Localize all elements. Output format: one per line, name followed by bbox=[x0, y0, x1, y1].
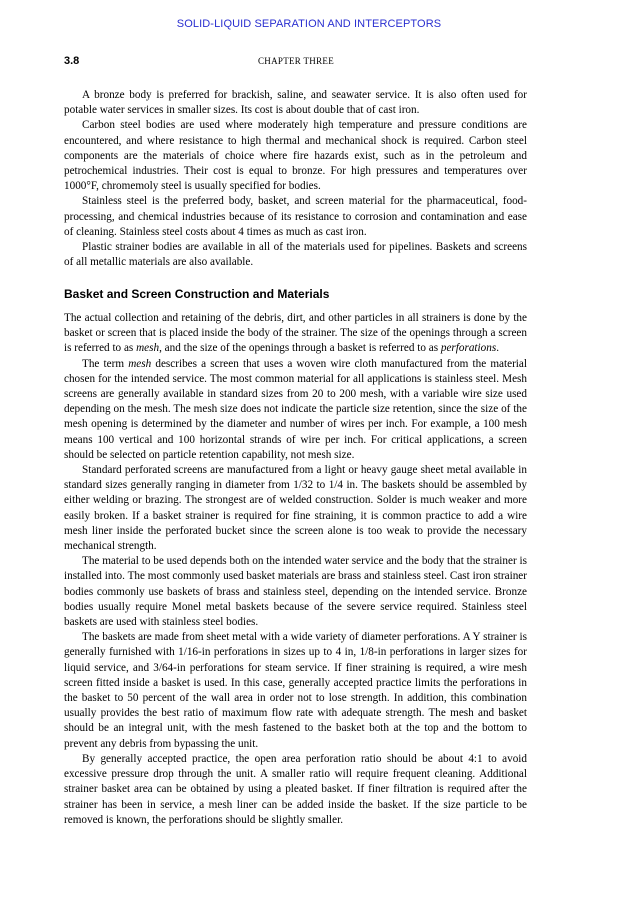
section-text bbox=[64, 311, 527, 828]
running-head: SOLID-LIQUID SEPARATION AND INTERCEPTORS bbox=[176, 18, 442, 30]
paragraph bbox=[64, 357, 527, 463]
intro-text bbox=[64, 88, 527, 270]
chapter-title: CHAPTER THREE bbox=[258, 56, 334, 66]
italic-term: mesh bbox=[128, 357, 152, 370]
paragraph: Stainless steel is the preferred body, basket, and screen material for the pharmaceutical, food-processing, and chemical industries because of its resistance to corrosion and contamination and ease of cleaning. Stainless steel costs about 4 times as much as cast iron. bbox=[64, 195, 527, 238]
paragraph: The material to be used depends both on the intended water service and the body that the strainer is installed into. The most commonly used basket materials are brass and stainless steel. Cast iron strainer bodies commonly use baskets of brass and stainless steel, depending on the intended service. Bronze bodies usually require Monel metal baskets because of the severe service required. Stainless steel baskets are used with stainless steel bodies. bbox=[64, 555, 527, 629]
paragraph: A bronze body is preferred for brackish, saline, and seawater service. It is also often used for potable water services in smaller sizes. Its cost is about double that of cast iron. bbox=[64, 89, 527, 117]
paragraph: By generally accepted practice, the open area perforation ratio should be about 4:1 to avoid excessive pressure drop through the unit. A smaller ratio will require frequent cleaning. Additional strainer basket area can be obtained by using a pleated basket. If finer filtration is required after the strainer has been in service, a mesh liner can be added inside the basket. If the size particle to be removed is known, the perforations should be slightly smaller. bbox=[64, 752, 527, 826]
text-run: , and the size of the openings through a basket is referred to as bbox=[159, 342, 441, 355]
paragraph: Plastic strainer bodies are available in all of the materials used for pipelines. Baskets and screens of all metallic materials are also available. bbox=[64, 241, 527, 269]
italic-term: mesh bbox=[136, 342, 160, 355]
paragraph: Carbon steel bodies are used where moderately high temperature and pressure conditions are encountered, and where resistance to high thermal and mechanical shock is required. Carbon steel components are the materials of choice where fire hazards exist, such as in the petroleum and petrochemical industries. Their cost is equal to bronze. For high pressures and temperatures over 1000°F, chromemoly steel is usually specified for bodies. bbox=[64, 119, 527, 193]
paragraph: Standard perforated screens are manufactured from a light or heavy gauge sheet metal available in standard sizes generally ranging in diameter from 1/32 to 1/4 in. The baskets should be assembled by either welding or brazing. The strongest are of welded construction. Solder is much weaker and more easily broken. If a basket strainer is required for fine straining, it is common practice to add a wire mesh liner inside the perforated bucket since the screen alone is too weak to provide the necessary mechanical strength. bbox=[64, 464, 527, 553]
text-run: The term bbox=[82, 357, 129, 370]
paragraph bbox=[64, 311, 527, 357]
text-run: . bbox=[496, 342, 499, 355]
italic-term: perforations bbox=[440, 342, 497, 355]
section-heading: Basket and Screen Construction and Materials bbox=[64, 287, 330, 301]
text-run: The actual collection and retaining of the debris, dirt, and other particles in all strainers is done by the basket or screen that is placed inside the body of the strainer. The size of the openings through a screen is referred to as bbox=[64, 312, 527, 355]
paragraph: The baskets are made from sheet metal with a wide variety of diameter perforations. A Y strainer is generally furnished with 1/16-in perforations in sizes up to 4 in, 1/8-in perforations in larger sizes for liquid service, and 3/64-in perforations for steam service. If finer straining is required, a wire mesh screen fitted inside a basket is used. In this case, generally accepted practice limits the perforations in the basket to 50 percent of the wall area in order not to lose strength. In addition, this combination usually provides the best ratio of maximum flow rate with adequate strength. The mesh and basket should be an integral unit, with the mesh fastened to the basket both at the top and the bottom to prevent any debris from bypassing the unit. bbox=[64, 631, 527, 750]
page-number: 3.8 bbox=[64, 55, 80, 67]
text-run: describes a screen that uses a woven wire cloth manufactured from the material chosen for the intended service. The most common material for all applications is stainless steel. Mesh screens are generally available in standard sizes from 20 to 200 mesh, with a variable wire size used depending on the mesh. The mesh size does not indicate the particle size retention, since the size of the mesh opening is determined by the diameter and number of wires per inch. For example, a 100 mesh means 100 vertical and 100 horizontal strands of wire per inch. For critical applications, a screen should be selected on particle retention capability, not mesh size. bbox=[64, 357, 527, 461]
